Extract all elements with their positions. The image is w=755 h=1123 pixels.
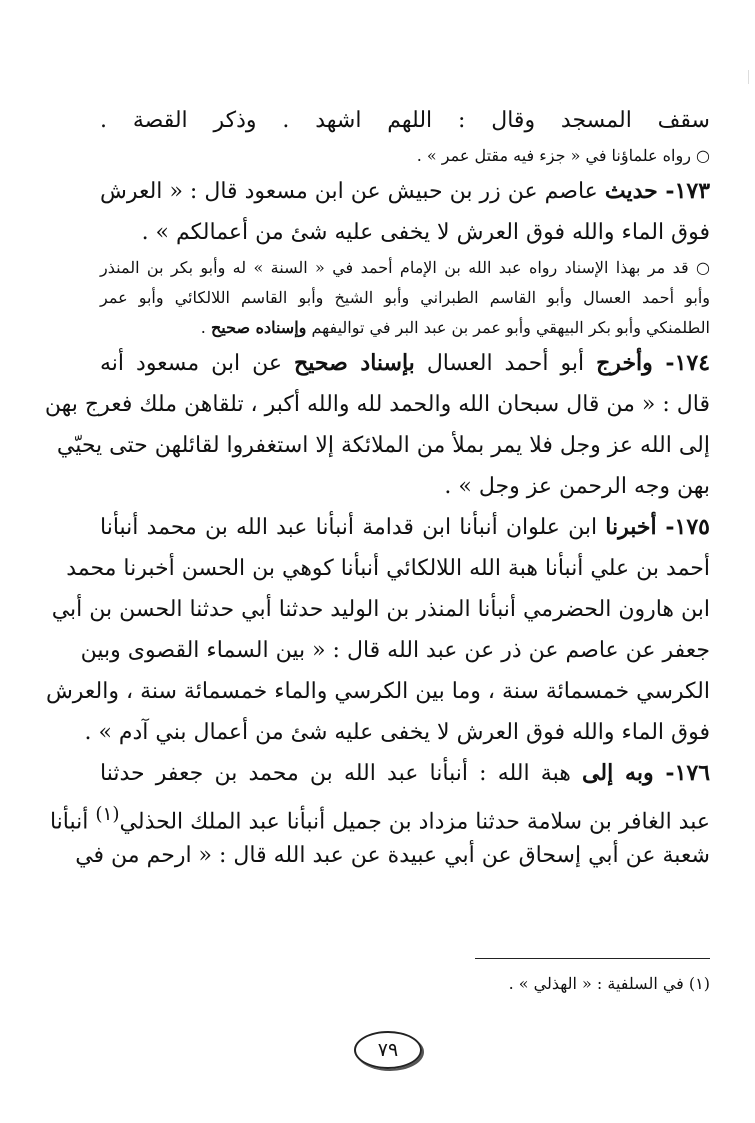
note-line-1: ○ رواه علماؤنا في « جزء فيه مقتل عمر » . <box>416 146 710 165</box>
hadith-175-heading: ١٧٥- أخبرنا <box>605 514 710 540</box>
text-line-1: سقف المسجد وقال : اللهم اشهد . وذكر القصة . <box>100 108 710 133</box>
footnote: (١) في السلفية : « الهذلي » . <box>508 974 710 993</box>
hadith-176-heading: ١٧٦- وبه إلى <box>582 760 711 786</box>
text-line-7: بهن وجه الرحمن عز وجل » . <box>444 474 710 499</box>
hadith-173-text: عاصم عن زر بن حبيش عن ابن مسعود قال : « العرش <box>100 179 598 204</box>
note-line-4-end: . <box>200 318 206 337</box>
text-line-16: شعبة عن أبي إسحاق عن أبي عبيدة عن عبد الله قال : « ارحم من في <box>75 843 710 868</box>
note-line-4-grade: وإسناده صحيح <box>210 318 307 337</box>
scan-edge-mark <box>748 70 755 84</box>
page-number-badge: ٧٩ <box>354 1031 422 1069</box>
text-line-15-end: أنبأنا <box>49 809 89 835</box>
note-line-3: وأبو أحمد العسال وأبو القاسم الطبراني وأبو الشيخ وأبو القاسم اللالكائي وأبو عمر <box>100 288 710 307</box>
hadith-174-text: عن ابن مسعود أنه <box>100 351 283 376</box>
text-line-9: أحمد بن علي أنبأنا هبة الله اللالكائي أنبأنا كوهي بن الحسن أخبرنا محمد <box>66 556 710 581</box>
text-line-10: ابن هارون الحضرمي أنبأنا المنذر بن الوليد حدثنا أبي حدثنا الحسن بن أبي <box>51 597 710 622</box>
hadith-176-text: هبة الله : أنبأنا عبد الله بن محمد بن جعفر حدثنا <box>100 761 571 786</box>
text-line-8 <box>100 507 710 548</box>
hadith-174-heading: ١٧٤- وأخرج <box>596 350 711 376</box>
text-line-11: جعفر عن عاصم عن ذر عن عبد الله قال : « بين السماء القصوى وبين <box>80 638 710 663</box>
note-line-4-text: الطلمنكي وأبو بكر البيهقي وأبو عمر بن عبد البر في تواليفهم <box>311 318 710 337</box>
text-line-5: قال : « من قال سبحان الله والحمد لله والله أكبر ، تلقاهن ملك فعرج بهن <box>44 392 710 417</box>
footnote-reference: (١) <box>95 804 120 825</box>
note-line-4 <box>100 313 710 343</box>
hadith-175-text: ابن علوان أنبأنا ابن قدامة أنبأنا عبد الله بن محمد أنبأنا <box>100 515 598 540</box>
hadith-174-grade: بإسناد صحيح <box>294 350 415 376</box>
text-line-15-main: عبد الغافر بن سلامة حدثنا مزداد بن جميل أنبأنا عبد الملك الحذلي <box>119 809 710 835</box>
text-line-6: إلى الله عز وجل فلا يمر بملأ من الملائكة إلا استغفروا لقائلهن حتى يحيّي <box>56 433 710 458</box>
text-line-2 <box>100 171 710 212</box>
hadith-174-narrator: أبو أحمد العسال <box>426 351 585 376</box>
text-line-3: فوق الماء والله فوق العرش لا يخفى عليه شئ من أعمالكم » . <box>141 220 710 245</box>
footnote-divider <box>475 958 710 959</box>
text-line-13: فوق الماء والله فوق العرش لا يخفى عليه شئ من أعمال بني آدم » . <box>84 720 710 745</box>
text-line-15 <box>49 794 710 835</box>
hadith-173-heading: ١٧٣- حديث <box>604 178 711 204</box>
page-body <box>44 100 711 876</box>
text-line-12: الكرسي خمسمائة سنة ، وما بين الكرسي والماء خمسمائة سنة ، والعرش <box>45 679 710 704</box>
text-line-4 <box>100 343 710 384</box>
note-line-2: ○ قد مر بهذا الإسناد رواه عبد الله بن الإمام أحمد في « السنة » له وأبو بكر بن المنذر <box>100 258 710 277</box>
text-line-14 <box>100 753 710 794</box>
